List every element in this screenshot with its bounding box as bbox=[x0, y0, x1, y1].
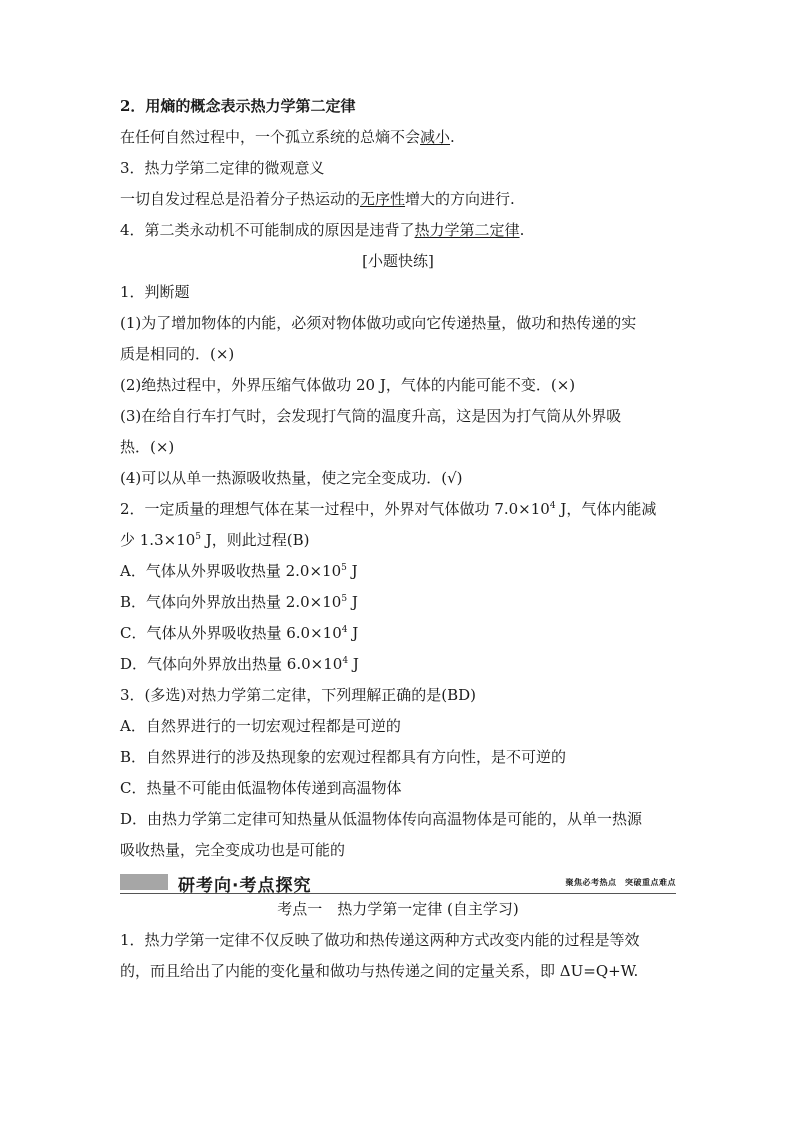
paragraph-entropy bbox=[120, 127, 676, 158]
question-1-title: 1．判断题 bbox=[120, 283, 190, 301]
text: . bbox=[450, 128, 455, 146]
text: . bbox=[519, 221, 525, 239]
question-2-line2 bbox=[120, 530, 676, 561]
question-3: 3．(多选)对热力学第二定律，下列理解正确的是(BD) bbox=[120, 686, 477, 704]
exponent: 5 bbox=[195, 532, 202, 542]
text: J bbox=[346, 562, 358, 580]
paragraph-perpetual-motion bbox=[120, 220, 676, 251]
question-3-option-d-line2: 吸收热量，完全变成功也是可能的 bbox=[120, 841, 346, 859]
text: B．气体向外界放出热量 2.0×10 bbox=[120, 593, 342, 611]
text: 一切自发过程总是沿着分子热运动的 bbox=[120, 190, 361, 208]
question-1-4: (4)可以从单一热源吸收热量，使之完全变成功．(√) bbox=[120, 469, 463, 487]
text: C．气体从外界吸收热量 6.0×10 bbox=[120, 624, 342, 642]
text: 在任何自然过程中，一个孤立系统的总熵不会 bbox=[120, 128, 421, 146]
underlined-answer: 减小 bbox=[420, 128, 451, 146]
question-2-line1 bbox=[120, 499, 676, 530]
exponent: 5 bbox=[341, 563, 347, 573]
section-title: 研考向·考点探究 bbox=[178, 876, 312, 896]
exponent: 4 bbox=[342, 656, 349, 666]
question-3-option-c: C．热量不可能由低温物体传递到高温物体 bbox=[120, 779, 402, 797]
text: J bbox=[348, 655, 359, 673]
text: D．气体向外界放出热量 6.0×10 bbox=[120, 655, 343, 673]
heading-micro-meaning: 3．热力学第二定律的微观意义 bbox=[120, 159, 325, 177]
text: J bbox=[347, 624, 359, 642]
exponent: 5 bbox=[341, 594, 348, 604]
text: J bbox=[347, 593, 358, 611]
underlined-answer: 热力学第二定律 bbox=[414, 221, 520, 239]
section-bar-decoration bbox=[120, 874, 168, 890]
topic-paragraph-line1: 1．热力学第一定律不仅反映了做功和热传递这两种方式改变内能的过程是等效 bbox=[120, 931, 640, 949]
heading-entropy-law: 2．用熵的概念表示热力学第二定律 bbox=[120, 97, 356, 115]
topic-paragraph-line2: 的，而且给出了内能的变化量和做功与热传递之间的定量关系，即 ΔU=Q+W. bbox=[120, 962, 639, 980]
text: 增大的方向进行. bbox=[405, 190, 515, 208]
text: J，气体内能减 bbox=[555, 500, 657, 518]
text: A．气体从外界吸收热量 2.0×10 bbox=[120, 562, 342, 580]
question-3-option-a: A．自然界进行的一切宏观过程都是可逆的 bbox=[120, 717, 401, 735]
option-a bbox=[120, 561, 676, 592]
text: 2．一定质量的理想气体在某一过程中，外界对气体做功 7.0×10 bbox=[120, 500, 550, 518]
question-1-2: (2)绝热过程中，外界压缩气体做功 20 J，气体的内能可能不变．(×) bbox=[120, 376, 576, 394]
text: 4．第二类永动机不可能制成的原因是违背了 bbox=[120, 221, 415, 239]
section-header bbox=[120, 871, 676, 897]
underlined-answer: 无序性 bbox=[360, 190, 406, 208]
section-subtitle: 聚焦必考热点 突破重点难点 bbox=[565, 878, 676, 887]
question-1-3-line2: 热．(×) bbox=[120, 438, 175, 456]
exponent: 4 bbox=[341, 625, 348, 635]
topic-heading: 考点一 热力学第一定律 (自主学习) bbox=[277, 900, 519, 918]
question-1-3-line1: (3)在给自行车打气时，会发现打气筒的温度升高，这是因为打气筒从外界吸 bbox=[120, 407, 622, 425]
topic-block bbox=[120, 899, 676, 992]
subsection-title: [小题快练] bbox=[362, 252, 434, 270]
question-1-1-line1: (1)为了增加物体的内能，必须对物体做功或向它传递热量，做功和热传递的实 bbox=[120, 314, 637, 332]
paragraph-micro bbox=[120, 189, 676, 220]
text: J，则此过程(B) bbox=[201, 531, 310, 549]
text: 少 1.3×10 bbox=[120, 531, 196, 549]
section-rule bbox=[120, 893, 676, 894]
question-3-option-d-line1: D．由热力学第二定律可知热量从低温物体传向高温物体是可能的，从单一热源 bbox=[120, 810, 643, 828]
option-b bbox=[120, 592, 676, 623]
document-page bbox=[120, 96, 676, 992]
option-d bbox=[120, 654, 676, 685]
option-c bbox=[120, 623, 676, 654]
question-1-1-line2: 质是相同的．(×) bbox=[120, 345, 235, 363]
question-3-option-b: B．自然界进行的涉及热现象的宏观过程都具有方向性，是不可逆的 bbox=[120, 748, 567, 766]
exponent: 4 bbox=[549, 501, 556, 511]
